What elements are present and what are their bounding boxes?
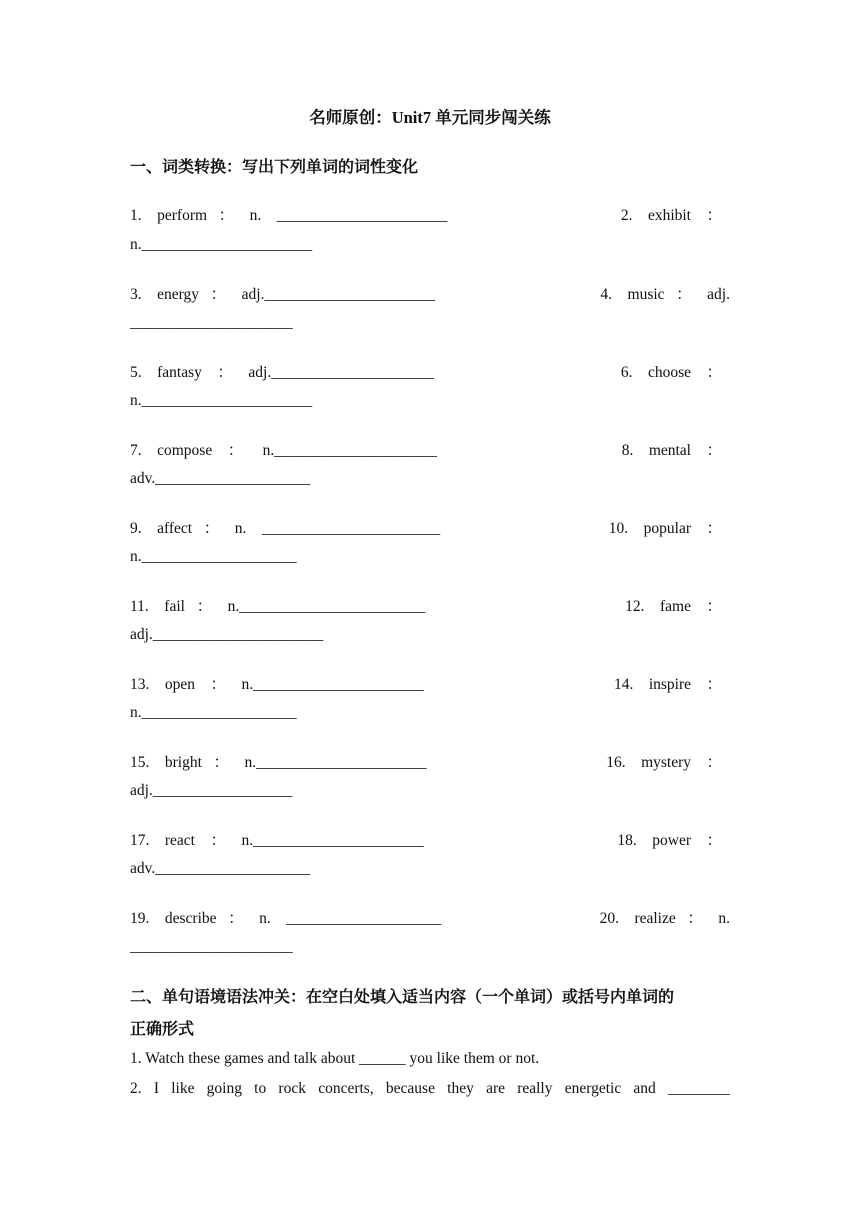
item-right: 8. mental ： [621, 442, 722, 459]
item-continuation: n.____________________ [130, 704, 297, 721]
item-right: 4. music ： adj. [600, 286, 730, 303]
item-continuation: n.____________________ [130, 548, 297, 565]
item-continuation: _____________________ [130, 938, 293, 955]
section-2-heading: 二、单句语境语法冲关：在空白处填入适当内容（一个单词）或括号内单词的 [130, 989, 675, 1006]
item-right: 2. exhibit ： [620, 207, 722, 224]
item-right: 16. mystery ： [606, 754, 722, 771]
item-left: 7. compose ： n._____________________ [130, 442, 437, 459]
item-right: 10. popular ： [608, 520, 722, 537]
item-left: 11. fail ： n.________________________ [130, 598, 426, 615]
item-continuation: n.______________________ [130, 236, 313, 253]
sentence-1: 1. Watch these games and talk about ______ you like them or not. [130, 1050, 540, 1067]
section-2-heading-continued: 正确形式 [130, 1021, 195, 1038]
item-left: 13. open ： n.______________________ [130, 676, 424, 693]
item-right: 18. power ： [617, 832, 722, 849]
page-title: 名师原创：Unit7 单元同步闯关练 [309, 108, 551, 127]
item-continuation: adv.____________________ [130, 470, 311, 487]
item-left: 9. affect ： n. _______________________ [130, 520, 441, 537]
item-continuation: _____________________ [130, 314, 293, 331]
item-left: 5. fantasy ： adj._____________________ [130, 364, 434, 381]
item-right: 20. realize ： n. [599, 910, 730, 927]
item-right: 12. fame ： [625, 598, 722, 615]
item-left: 15. bright ： n.______________________ [130, 754, 427, 771]
item-right: 14. inspire ： [613, 676, 722, 693]
item-left: 1. perform ： n. ______________________ [130, 207, 448, 224]
item-left: 17. react ： n.______________________ [130, 832, 424, 849]
item-continuation: n.______________________ [130, 392, 313, 409]
item-continuation: adv.____________________ [130, 860, 311, 877]
section-1-heading: 一、词类转换：写出下列单词的词性变化 [130, 159, 419, 176]
item-continuation: adj.______________________ [130, 626, 324, 643]
item-right: 6. choose ： [620, 364, 722, 381]
item-left: 19. describe ： n. ____________________ [130, 910, 442, 927]
item-continuation: adj.__________________ [130, 782, 293, 799]
item-left: 3. energy ： adj.______________________ [130, 286, 435, 303]
sentence-2: 2. I like going to rock concerts, because they are really energetic and ________ [130, 1080, 730, 1097]
